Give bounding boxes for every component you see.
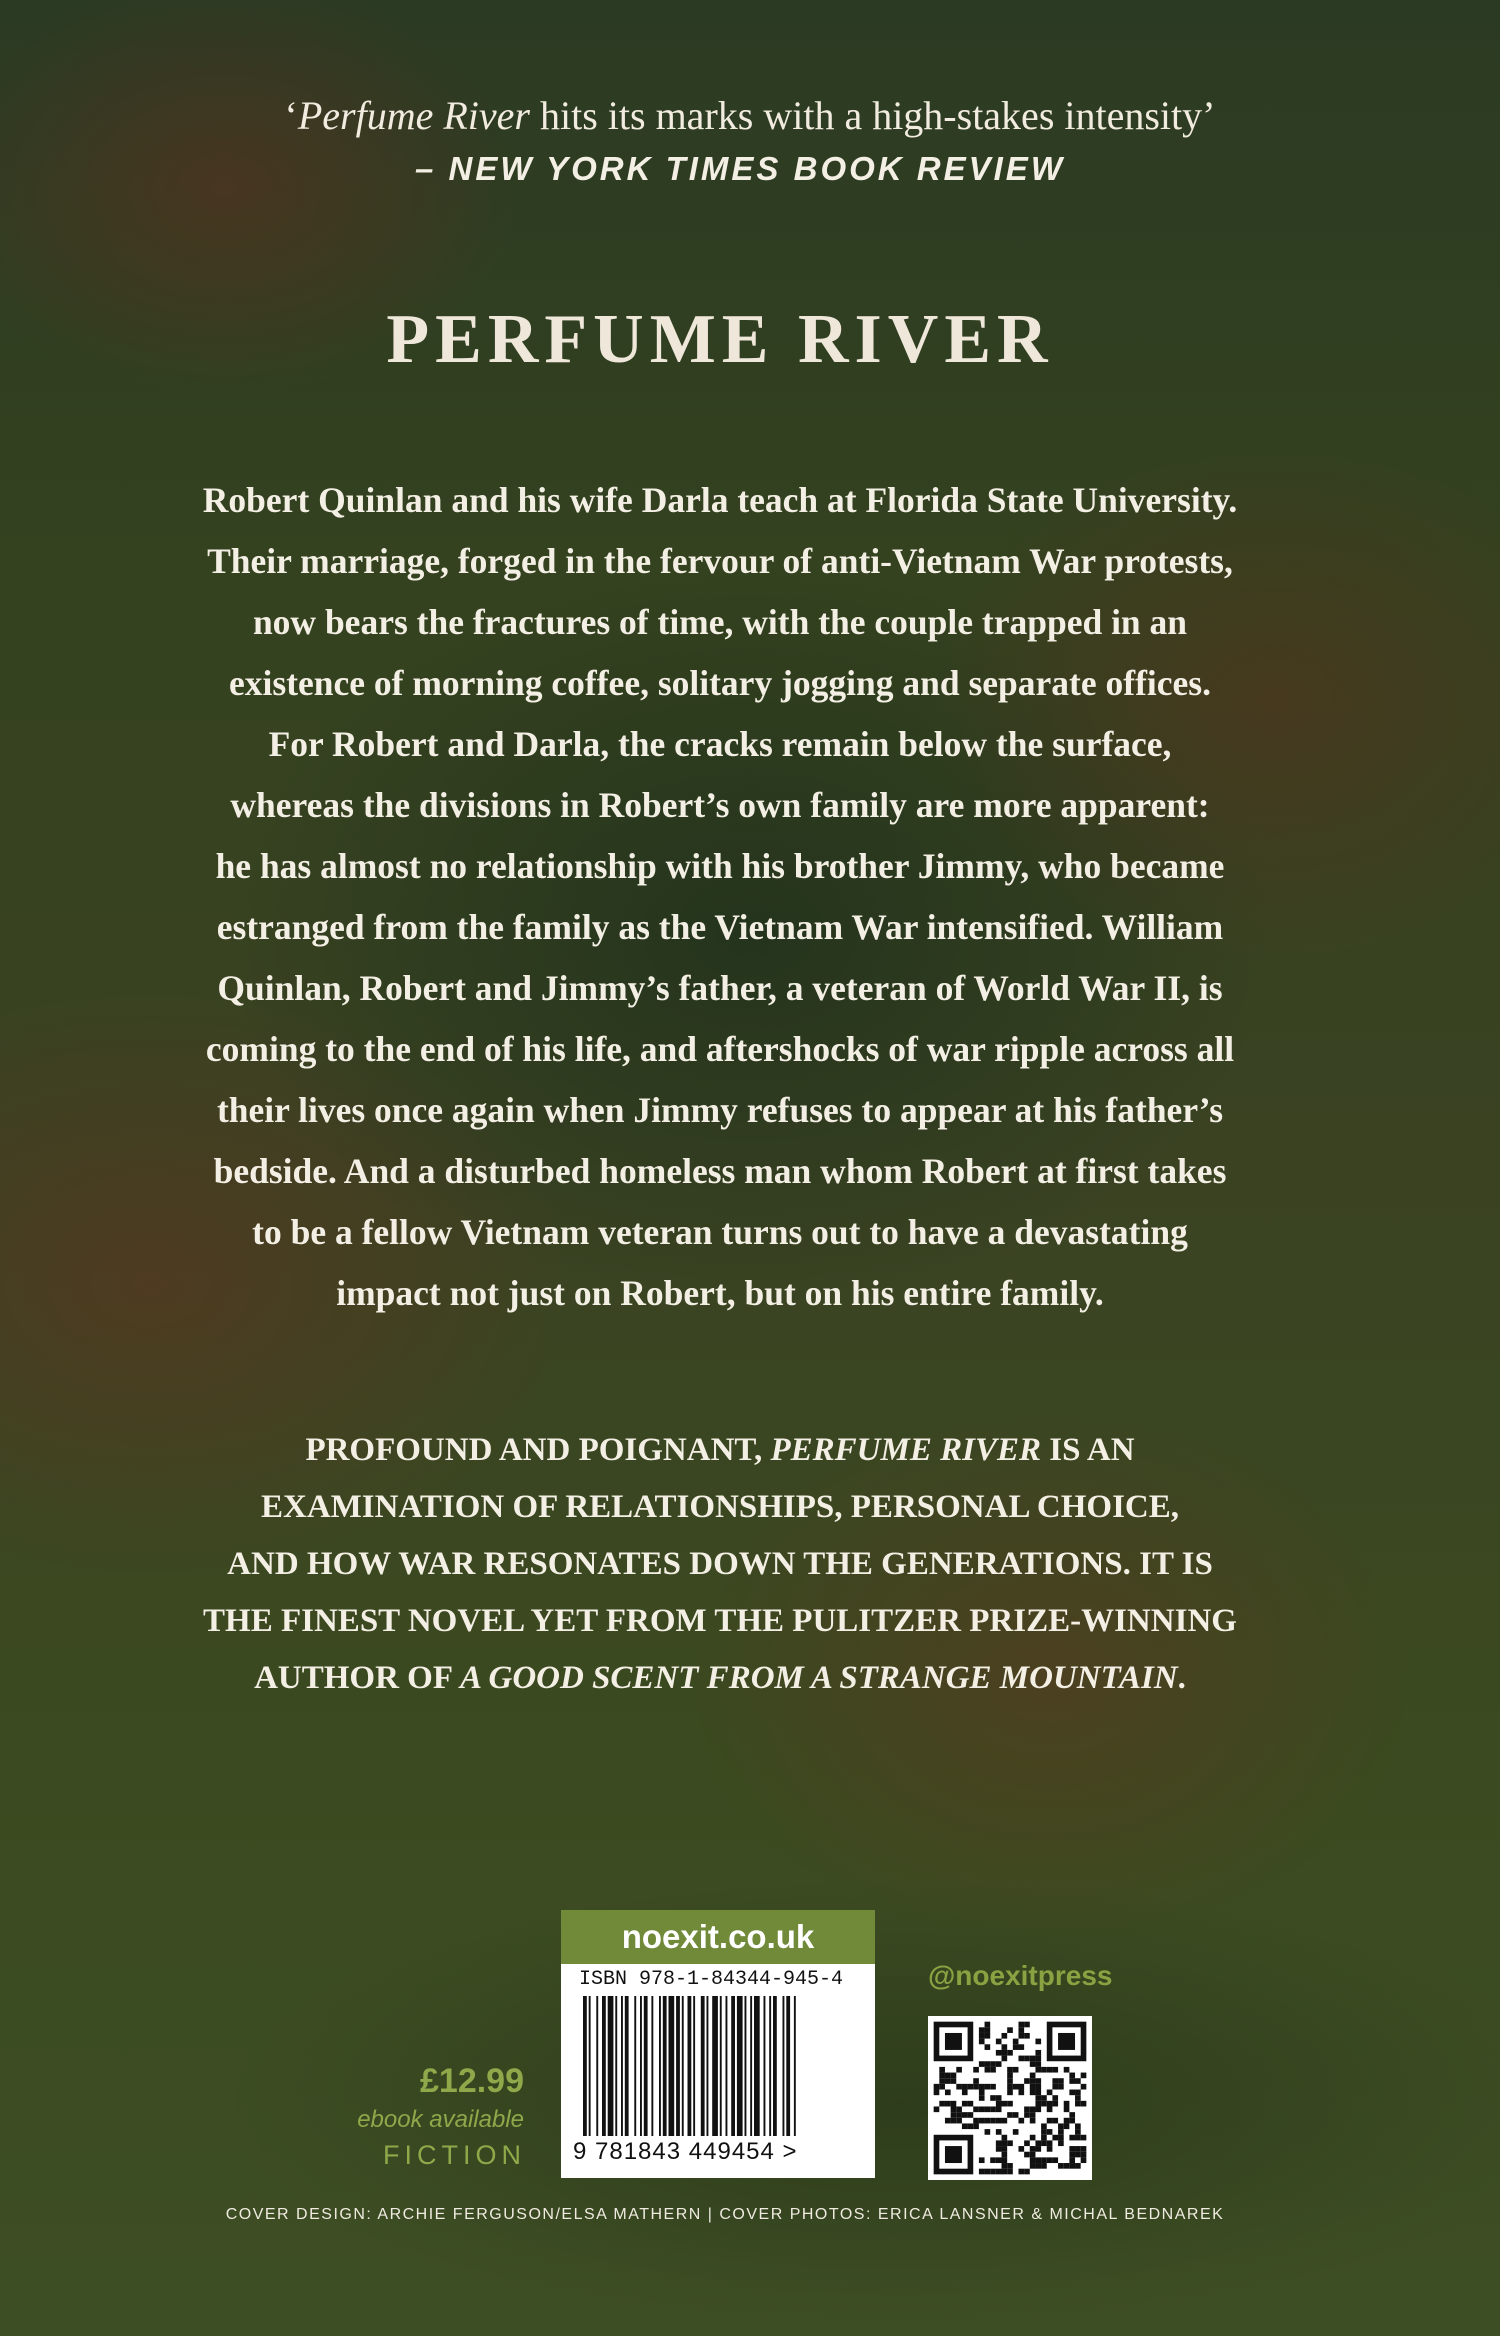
blurb-line: Quinlan, Robert and Jimmy’s father, a veteran of World War II, is [217, 968, 1223, 1008]
tagline-book-title: PERFUME RIVER [770, 1432, 1041, 1468]
blurb-line: estranged from the family as the Vietnam War intensified. William [216, 907, 1224, 947]
blurb-line: whereas the divisions in Robert’s own family are more apparent: [230, 785, 1210, 825]
quote-close-mark: ’ [1202, 93, 1216, 138]
tagline-text: PROFOUND AND POIGNANT, [305, 1432, 771, 1468]
tagline [90, 1422, 1350, 1707]
blurb-line: Robert Quinlan and his wife Darla teach at Florida State University. [202, 480, 1238, 520]
tagline-line [90, 1650, 1350, 1707]
blurb-line: coming to the end of his life, and aftershocks of war ripple across all [205, 1029, 1235, 1069]
ebook-note: ebook available [357, 2106, 524, 2133]
tagline-text: AUTHOR OF [254, 1660, 461, 1696]
qr-code-icon[interactable] [928, 2016, 1092, 2180]
tagline-line: AND HOW WAR RESONATES DOWN THE GENERATIONS. IT IS [227, 1546, 1213, 1582]
genre-label: FICTION [383, 2140, 526, 2170]
quote-book-title: Perfume River [297, 93, 530, 138]
blurb-line: impact not just on Robert, but on his entire family. [336, 1273, 1104, 1313]
tagline-book-title: A GOOD SCENT FROM A STRANGE MOUNTAIN [460, 1660, 1178, 1696]
book-title: PERFUME RIVER [386, 301, 1054, 378]
blurb-line: Their marriage, forged in the fervour of anti-Vietnam War protests, [207, 541, 1233, 581]
tagline-line: EXAMINATION OF RELATIONSHIPS, PERSONAL CHOICE, [260, 1489, 1180, 1525]
tagline-text: . [1177, 1660, 1186, 1696]
blurb-line: now bears the fractures of time, with the couple trapped in an [252, 602, 1188, 642]
review-quote [0, 92, 1500, 139]
blurb-line: existence of morning coffee, solitary jogging and separate offices. [229, 663, 1211, 703]
social-handle[interactable]: @noexitpress [928, 1960, 1113, 1991]
quote-source: – NEW YORK TIMES BOOK REVIEW [415, 150, 1065, 187]
price: £12.99 [420, 2062, 524, 2100]
quote-text: hits its marks with a high-stakes intensity [529, 93, 1203, 138]
blurb-line: For Robert and Darla, the cracks remain below the surface, [268, 724, 1172, 764]
isbn-text: ISBN 978-1-84344-945-4 [579, 1968, 844, 1991]
barcode-panel [561, 1910, 875, 2178]
blurb-line: their lives once again when Jimmy refuses to appear at his father’s [216, 1090, 1224, 1130]
tagline-text: IS AN [1041, 1432, 1135, 1468]
blurb-line: he has almost no relationship with his brother Jimmy, who became [215, 846, 1225, 886]
quote-open-mark: ‘ [284, 93, 298, 138]
barcode-icon [583, 1996, 863, 2136]
blurb [90, 470, 1350, 1324]
ean-number: 9 781843 449454 > [573, 2138, 798, 2165]
blurb-line: bedside. And a disturbed homeless man whom Robert at first takes [213, 1151, 1227, 1191]
tagline-line [90, 1422, 1350, 1479]
tagline-line: THE FINEST NOVEL YET FROM THE PULITZER PRIZE-WINNING [203, 1603, 1237, 1639]
blurb-line: to be a fellow Vietnam veteran turns out to have a devastating [252, 1212, 1188, 1252]
publisher-website[interactable]: noexit.co.uk [561, 1910, 875, 1964]
cover-credits: COVER DESIGN: ARCHIE FERGUSON/ELSA MATHERN | COVER PHOTOS: ERICA LANSNER & MICHAL BEDNAREK [225, 2206, 1225, 2223]
